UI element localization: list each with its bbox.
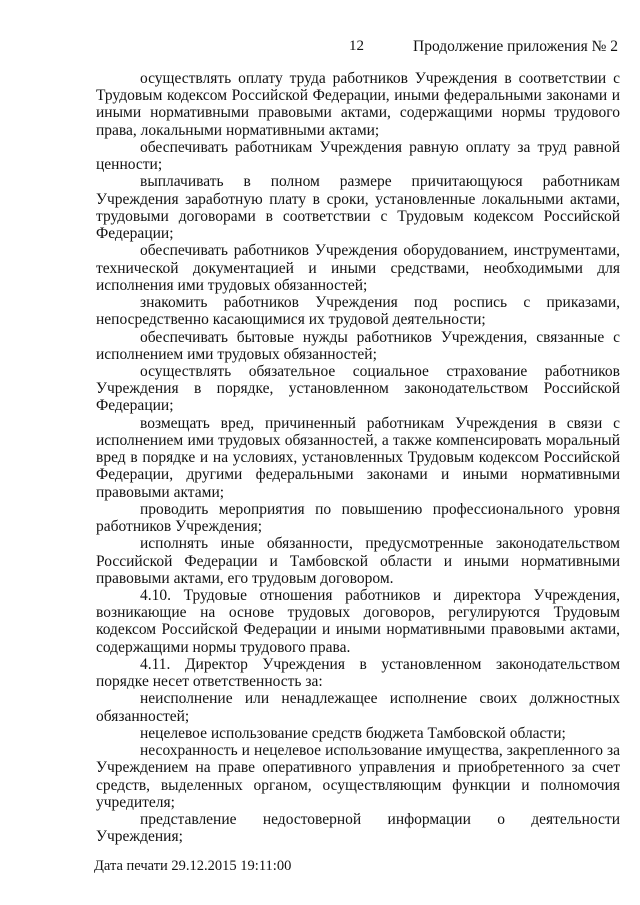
paragraph-13: неисполнение или ненадлежащее исполнение своих должностных обязанностей; — [96, 690, 620, 725]
paragraph-8: возмещать вред, причиненный работникам Учреждения в связи с исполнением ими трудовых обязанностей, а также компенсировать моральный вред в порядке и на условиях, установленных Трудовым кодексом Российской Федерации, другими федеральными законами и иными нормативными правовыми актами; — [96, 414, 620, 501]
page-number: 12 — [349, 38, 364, 54]
paragraph-14: нецелевое использование средств бюджета Тамбовской области; — [140, 724, 566, 742]
section-4-11: 4.11. Директор Учреждения в установленном законодательством порядке несет ответственность за: — [96, 655, 620, 691]
paragraph-2: обеспечивать работникам Учреждения равную оплату за труд равной ценности; — [96, 138, 620, 174]
paragraph-16: представление недостоверной информации о деятельности Учреждения; — [96, 811, 620, 846]
paragraph-7: осуществлять обязательное социальное страхование работников Учреждения в порядке, установленном законодательством Российской Федерации; — [96, 363, 620, 415]
paragraph-10: исполнять иные обязанности, предусмотренные законодательством Российской Федерации и Тамбовской области и иными нормативными правовыми актами, его трудовым договором. — [96, 535, 620, 587]
paragraph-1: осуществлять оплату труда работников Учреждения в соответствии с Трудовым кодексом Российской Федерации, иными федеральными законами и иными нормативными правовыми актами, содержащими нормы трудового права, локальными нормативными актами; — [96, 70, 620, 139]
section-4-10: 4.10. Трудовые отношения работников и директора Учреждения, возникающие на основе трудовых договоров, регулируются Трудовым кодексом Российской Федерации и иными нормативными правовыми актами, содержащими нормы трудового права. — [96, 587, 620, 656]
paragraph-6: обеспечивать бытовые нужды работников Учреждения, связанные с исполнением ими трудовых обязанностей; — [96, 328, 620, 363]
paragraph-9: проводить мероприятия по повышению профессионального уровня работников Учреждения; — [96, 500, 620, 536]
page-header — [0, 38, 640, 58]
paragraph-5: знакомить работников Учреждения под роспись с приказами, непосредственно касающимися их трудовой деятельности; — [96, 294, 620, 329]
paragraph-15: несохранность и нецелевое использование имущества, закрепленного за Учреждением на праве оперативного управления и приобретенного за счет средств, выделенных органом, осуществляющим функции и полномочия учредителя; — [96, 742, 620, 811]
paragraph-3: выплачивать в полном размере причитающуюся работникам Учреждения заработную плату в сроки, установленные локальными актами, трудовыми договорами в соответствии с Трудовым кодексом Российской Федерации; — [96, 173, 620, 243]
appendix-continuation-title: Продолжение приложения № 2 — [413, 38, 618, 55]
document-body — [96, 70, 620, 846]
print-date-footer: Дата печати 29.12.2015 19:11:00 — [94, 858, 292, 874]
paragraph-4: обеспечивать работников Учреждения оборудованием, инструментами, технической документацией и иными средствами, необходимыми для исполнения ими трудовых обязанностей; — [96, 242, 620, 294]
